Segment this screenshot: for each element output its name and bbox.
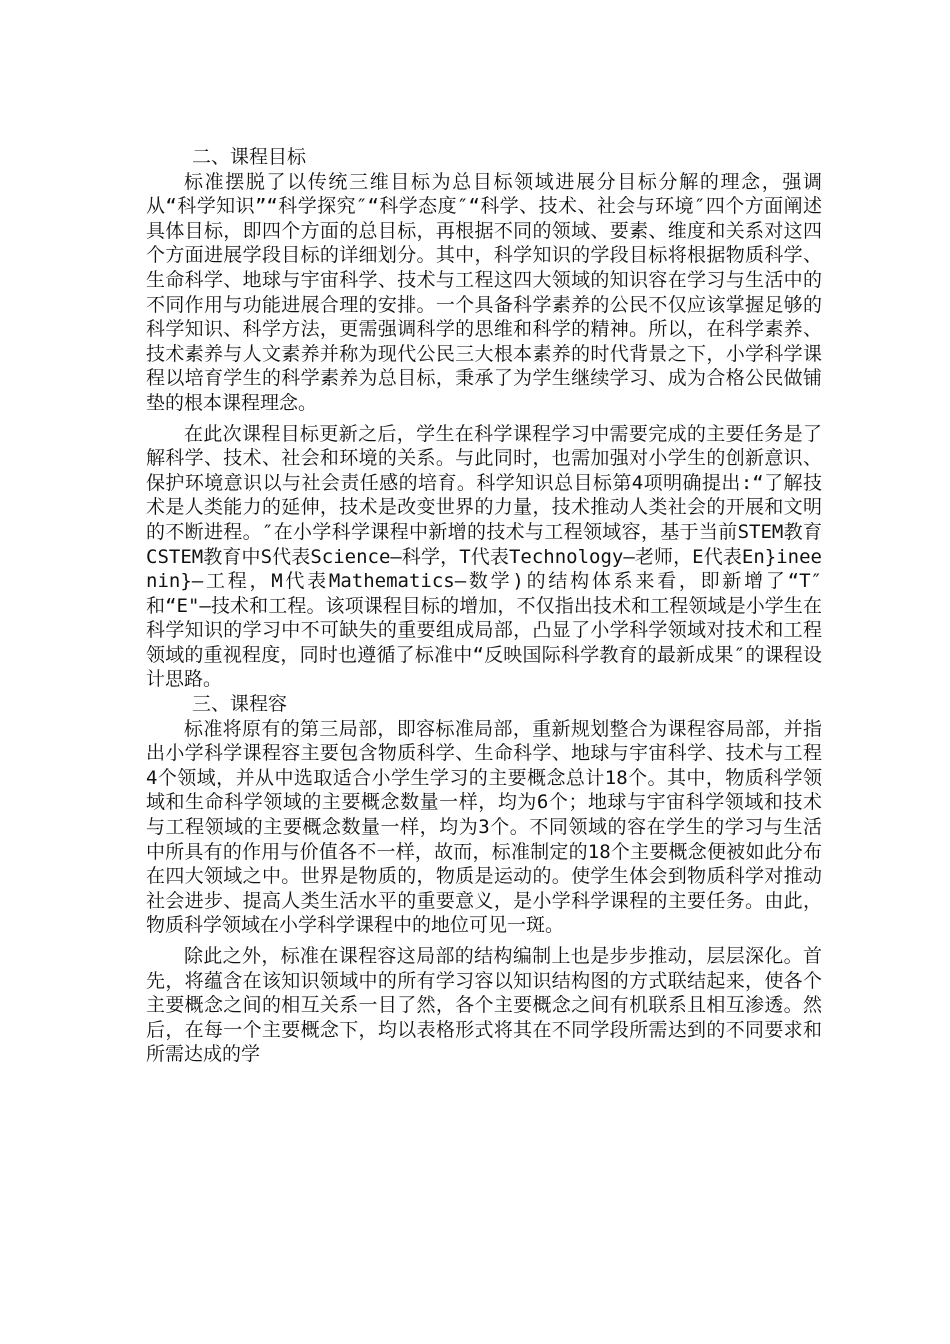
paragraph-content-overview: 标准将原有的第三局部，即容标准局部，重新规划整合为课程容局部，并指出小学科学课程容主要包含物质科学、生命科学、地球与宇宙科学、技术与工程4个领域，并从中选取适合小学生学习的主要概念总计18个。其中，物质科学领域和生命科学领域的主要概念数量一样，均为6个；地球与宇宙科学领域和技术与工程领域的主要概念数量一样，均为3个。不同领域的容在学生的学习与生活中所具有的作用与价值各不一样，故而，标准制定的18个主要概念便被如此分布在四大领域之中。世界是物质的，物质是运动的。使学生体会到物质科学对推动社会进步、提高人类生活水平的重要意义，是小学科学课程的主要任务。由此，物质科学领域在小学科学课程中的地位可见一斑。 — [146, 717, 822, 937]
section-heading-goals: 二、课程目标 — [192, 146, 307, 168]
paragraph-goals-overview: 标准摆脱了以传统三维目标为总目标领域进展分目标分解的理念，强调从“科学知识”“科学探究″“科学态度″“科学、技术、社会与环境″四个方面阐述具体目标，即四个方面的总目标，再根据不同的领域、要素、维度和关系对这四个方面进展学段目标的详细划分。其中，科学知识的学段目标将根据物质科学、生命科学、地球与宇宙科学、技术与工程这四大领域的知识容在学习与生活中的不同作用与功能进展合理的安排。一个具备科学素养的公民不仅应该掌握足够的科学知识、科学方法，更需强调科学的思维和科学的精神。所以，在科学素养、技术素养与人文素养并称为现代公民三大根本素养的时代背景之下，小学科学课程以培育学生的科学素养为总目标，秉承了为学生继续学习、成为合格公民做铺垫的根本课程理念。 — [146, 170, 822, 414]
paragraph-content-structure: 除此之外，标准在课程容这局部的结构编制上也是步步推动，层层深化。首先，将蕴含在该知识领域中的所有学习容以知识结构图的方式联结起来，使各个主要概念之间的相互关系一目了然，各个主要概念之间有机联系且相互渗透。然后，在每一个主要概念下，均以表格形式将其在不同学段所需达到的不同要求和所需达成的学 — [146, 945, 822, 1066]
paragraph-goals-update: 在此次课程目标更新之后，学生在科学课程学习中需要完成的主要任务是了解科学、技术、社会和环境的关系。与此同时，也需加强对小学生的创新意识、保护环境意识以与社会责任感的培育。科学知识总目标第4项明确提出:“了解技术是人类能力的延伸，技术是改变世界的力量，技术推动人类社会的开展和文明的不断进程。″在小学科学课程中新增的技术与工程领域容，基于当前STEM教育CSTEM教育中S代表Science—科学，T代表Technology—老师，E代表En}ineenin}—工程，M代表Mathematics—数学)的结构体系来看，即新增了“T″和“E"—技术和工程。该项课程目标的增加，不仅指出技术和工程领域是小学生在科学知识的学习中不可缺失的重要组成局部，凸显了小学科学领域对技术和工程领域的重视程度，同时也遵循了标准中“反映国际科学教育的最新成果″的课程设计思路。 — [146, 422, 822, 691]
document-body — [146, 145, 822, 1067]
section-heading-content: 三、课程容 — [192, 693, 288, 716]
